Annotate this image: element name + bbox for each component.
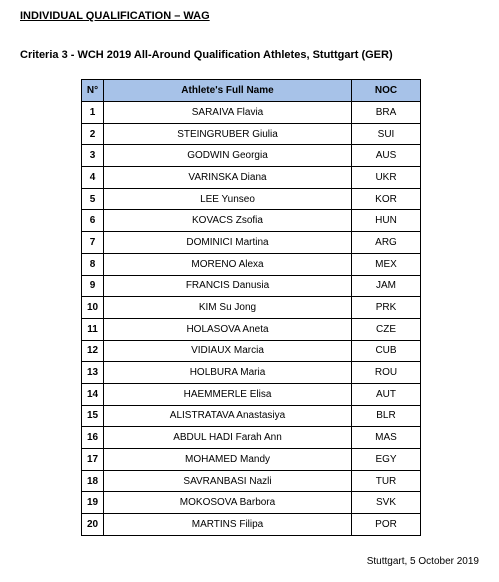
table-row: [82, 449, 421, 471]
row-number: 20: [82, 514, 104, 536]
column-header-number: N°: [82, 80, 104, 102]
athlete-noc: HUN: [352, 210, 421, 232]
table-header-row: [82, 80, 421, 102]
table-row: [82, 232, 421, 254]
athlete-noc: CZE: [352, 318, 421, 340]
athlete-name: MARTINS Filipa: [104, 514, 352, 536]
athlete-name: HOLASOVA Aneta: [104, 318, 352, 340]
row-number: 15: [82, 405, 104, 427]
athlete-noc: UKR: [352, 167, 421, 189]
athlete-noc: ROU: [352, 362, 421, 384]
row-number: 5: [82, 188, 104, 210]
row-number: 11: [82, 318, 104, 340]
row-number: 2: [82, 123, 104, 145]
row-number: 16: [82, 427, 104, 449]
athlete-noc: BRA: [352, 102, 421, 124]
document-title: INDIVIDUAL QUALIFICATION – WAG: [20, 10, 210, 22]
table-row: [82, 123, 421, 145]
row-number: 17: [82, 449, 104, 471]
athlete-noc: EGY: [352, 449, 421, 471]
row-number: 6: [82, 210, 104, 232]
row-number: 12: [82, 340, 104, 362]
table-row: [82, 102, 421, 124]
column-header-name: Athlete's Full Name: [104, 80, 352, 102]
athlete-noc: KOR: [352, 188, 421, 210]
table-row: [82, 362, 421, 384]
table-row: [82, 492, 421, 514]
row-number: 19: [82, 492, 104, 514]
table-row: [82, 145, 421, 167]
row-number: 8: [82, 253, 104, 275]
athlete-noc: BLR: [352, 405, 421, 427]
athlete-name: VIDIAUX Marcia: [104, 340, 352, 362]
athlete-name: MORENO Alexa: [104, 253, 352, 275]
table-row: [82, 297, 421, 319]
athlete-name: VARINSKA Diana: [104, 167, 352, 189]
athlete-noc: PRK: [352, 297, 421, 319]
row-number: 7: [82, 232, 104, 254]
athlete-name: ABDUL HADI Farah Ann: [104, 427, 352, 449]
athlete-noc: MAS: [352, 427, 421, 449]
table-row: [82, 275, 421, 297]
athlete-name: FRANCIS Danusia: [104, 275, 352, 297]
table-body: [82, 102, 421, 536]
athlete-noc: TUR: [352, 470, 421, 492]
row-number: 4: [82, 167, 104, 189]
table-row: [82, 188, 421, 210]
athlete-name: MOKOSOVA Barbora: [104, 492, 352, 514]
athlete-name: KOVACS Zsofia: [104, 210, 352, 232]
table-row: [82, 253, 421, 275]
table-row: [82, 383, 421, 405]
table-row: [82, 470, 421, 492]
athlete-name: LEE Yunseo: [104, 188, 352, 210]
athlete-noc: SUI: [352, 123, 421, 145]
row-number: 18: [82, 470, 104, 492]
table-row: [82, 405, 421, 427]
athlete-name: MOHAMED Mandy: [104, 449, 352, 471]
athlete-noc: AUT: [352, 383, 421, 405]
athlete-name: HOLBURA Maria: [104, 362, 352, 384]
athlete-noc: POR: [352, 514, 421, 536]
table-row: [82, 210, 421, 232]
athlete-noc: AUS: [352, 145, 421, 167]
athlete-name: DOMINICI Martina: [104, 232, 352, 254]
row-number: 3: [82, 145, 104, 167]
row-number: 10: [82, 297, 104, 319]
athlete-name: SARAIVA Flavia: [104, 102, 352, 124]
athlete-name: ALISTRATAVA Anastasiya: [104, 405, 352, 427]
table-row: [82, 167, 421, 189]
athlete-noc: ARG: [352, 232, 421, 254]
athlete-name: STEINGRUBER Giulia: [104, 123, 352, 145]
athlete-name: KIM Su Jong: [104, 297, 352, 319]
athlete-noc: CUB: [352, 340, 421, 362]
athletes-table: [81, 79, 421, 536]
row-number: 14: [82, 383, 104, 405]
athlete-noc: SVK: [352, 492, 421, 514]
table-row: [82, 427, 421, 449]
row-number: 1: [82, 102, 104, 124]
athlete-noc: MEX: [352, 253, 421, 275]
table-row: [82, 318, 421, 340]
row-number: 9: [82, 275, 104, 297]
table-row: [82, 514, 421, 536]
athlete-name: SAVRANBASI Nazli: [104, 470, 352, 492]
athlete-name: HAEMMERLE Elisa: [104, 383, 352, 405]
row-number: 13: [82, 362, 104, 384]
athlete-noc: JAM: [352, 275, 421, 297]
column-header-noc: NOC: [352, 80, 421, 102]
athlete-name: GODWIN Georgia: [104, 145, 352, 167]
document-subtitle: Criteria 3 - WCH 2019 All-Around Qualification Athletes, Stuttgart (GER): [20, 49, 393, 61]
place-date: Stuttgart, 5 October 2019: [366, 556, 479, 567]
table-row: [82, 340, 421, 362]
